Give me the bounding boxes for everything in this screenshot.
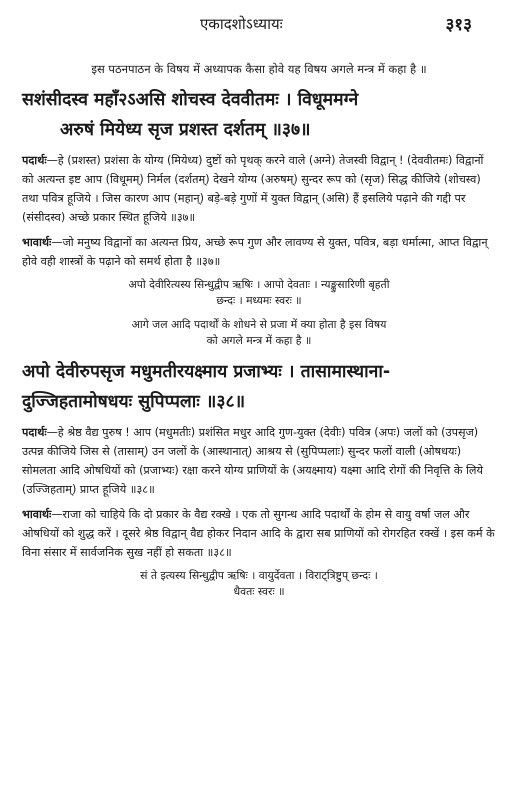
bhavartha-text: —राजा को चाहिये कि दो प्रकार के वैद्य रक्खे । एक तो सुगन्ध आदि पदार्थों के होम से वायु वर्षा जल और ओषधियों को शुद्ध करें । दूसरे श्रेष्ठ विद्वान् वैद्य होकर निदान आदि के द्वारा सब प्राणियों को रोगरहित रक्खें । इस कर्म के विना संसार में सार्वजनिक सुख नहीं हो सकता ॥३८॥ [22,508,495,559]
page-header [0,14,512,40]
mantra-37 [22,85,496,145]
intro-38 [22,317,496,349]
bhavartha-37 [22,233,496,271]
padartha-label: पदार्थः [22,154,47,167]
mantra-37-line-1: सशंसीदस्व महाँ२ऽअसि शोचस्व देववीतमः । विधूममग्ने [22,90,359,110]
padartha-label: पदार्थः [22,426,47,439]
rishi-devata-39-line-1: सं ते इत्यस्य सिन्धुद्वीप ऋषिः । वायुर्देवता । विराट्त्रिष्टुप् छन्दः । [140,569,378,582]
mantra-37-line-2: अरुषं मियेध्य सृज प्रशस्त दर्शतम् ॥३७॥ [60,120,311,140]
intro-37: इस पठनपाठन के विषय में अध्यापक कैसा होवे यह विषय अगले मन्त्र में कहा है ॥ [91,62,427,76]
bhavartha-label: भावार्थः [22,236,52,249]
padartha-38 [22,423,496,499]
page-body [22,62,496,602]
rishi-devata-38 [22,277,496,309]
bhavartha-label: भावार्थः [22,508,52,521]
running-title: एकादशोऽध्यायः [200,15,283,33]
padartha-37 [22,151,496,227]
bhavartha-38 [22,505,496,562]
padartha-text: —हे श्रेष्ठ वैद्य पुरुष ! आप (मधुमतीः) प्रशंसित मधुर आदि गुण-युक्त (देवीः) पवित्र (अपः) जलों को (उपसृज) उत्पन्न कीजिये जिस से (तासाम्) उन जलों के (आस्थानात्) आश्रय से (सुपिप्पलाः) सुन्दर फलों वाली (ओषधयः) सोमलता आदि ओषधियों को (प्रजाभ्यः) रक्षा करने योग्य प्राणियों के (अयक्ष्माय) यक्ष्मा आदि रोगों की निवृत्ति के लिये (उज्जिहताम्) प्राप्त हूजिये ॥३८॥ [22,426,483,496]
rishi-devata-39 [22,568,496,600]
page-number: ३१३ [445,15,472,35]
intro-38-line-1: आगे जल आदि पदार्थों के शोधने से प्रजा में क्या होता है इस विषय [131,318,387,331]
rishi-devata-38-line-1: अपो देवीरित्यस्य सिन्धुद्वीप ऋषिः । आपो देवताः । न्यङ्कुसारिणी बृहती [128,278,390,291]
mantra-38 [22,357,496,417]
rishi-devata-38-line-2: छन्दः । मध्यमः स्वरः ॥ [216,294,302,307]
bhavartha-text: —जो मनुष्य विद्वानों का अत्यन्त प्रिय, अच्छे रूप गुण और लावण्य से युक्त, पवित्र, बड़ा धर्मात्मा, आप्त विद्वान् होवे वही शास्त्रों के पढ़ाने को समर्थ होता है ॥३७॥ [22,236,488,268]
rishi-devata-39-line-2: धैवतः स्वरः ॥ [233,585,285,598]
mantra-38-line-1: अपो देवीरुपसृज मधुमतीरयक्ष्माय प्रजाभ्यः । तासामास्थाना- [22,362,391,382]
padartha-text: —हे (प्रशस्त) प्रशंसा के योग्य (मियेध्य) दुष्टों को पृथक् करने वाले (अग्ने) तेजस्वी विद्वान् ! (देववीतमः) विद्वानों को अत्यन्त इष्ट आप (विधूमम्) निर्मल (दर्शतम्) देखने योग्य (अरुषम्) सुन्दर रूप को (सृज) सिद्ध कीजिये (शोचस्व) तथा पवित्र हूजिये । जिस कारण आप (महान्) बड़े-बड़े गुणों में युक्त विद्वान् (असि) हैं इसलिये पढ़ाने की गद्दी पर (संसीदस्व) अच्छे प्रकार स्थित हूजिये ॥३७॥ [22,154,484,224]
intro-38-line-2: को अगले मन्त्र में कहा है ॥ [206,334,312,347]
mantra-38-line-2: दुज्जिहतामोषधयः सुपिप्पलाः ॥३८॥ [22,392,246,412]
